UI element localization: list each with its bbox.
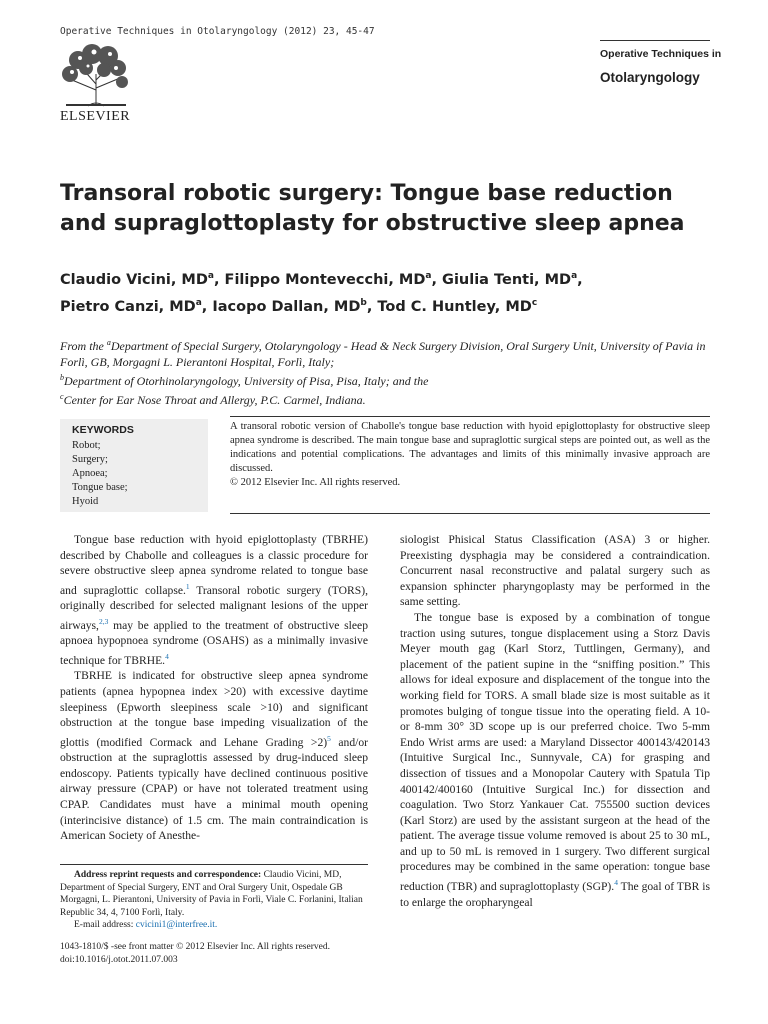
author: Filippo Montevecchi, $MD^a$, xyxy=(224,271,443,288)
affiliation-b: Department of Otorhinolaryngology, University of Pisa, Pisa, Italy; and the xyxy=(64,374,429,388)
publisher-name: ELSEVIER xyxy=(60,109,131,124)
doi-line: doi:10.1016/j.otot.2011.07.003 xyxy=(60,955,178,965)
body-paragraph: The tongue base is exposed by a combination of tongue traction using sutures, tongue displacement using a Storz Davis Meyer mouth gag (Karl Storz, Tuttlingen, Germany), and placement of the patient supine in the “sniffing position.” This allows for ideal exposure and displacement of the tongue into the working field for TORS. A small blade size is most suitable as it promotes bulging of tongue tissue into the operating field. A 10- or 8-mm 30° 3D scope up is our preferred choice. Two 5-mm Endo Wrist arms are used: a Maryland Dissector 400143/420143 (Intuitive Surgical Inc., Sunnyvale, CA) for grasping and dissection of tissues and a Monopolar Cautery with Spatula Tip 400142/400160 (Intuitive Surgical Inc.) for dissection and coagulation. Two Storz Yankauer Cat. 755500 suction devices (Karl Storz) are used by the assistant surgeon at the head of the patient. The average tissue volume removed is about 25 to 30 mL, and up to 50 mL is removed in 1 surgery. Two different surgical procedures may be combined in the same operation: tongue base reduction (TBR) and supraglottoplasty (SGP).$^4$ The goal of TBR is to enlarge the oropharyngeal xyxy=(400,610,710,909)
keyword: Apnoea; xyxy=(72,468,108,479)
author: Giulia Tenti, $MD^a$, xyxy=(442,271,583,288)
affiliation-a: Department of Special Surgery, Otolaryngology - Head & Neck Surgery Division, Oral Surgery Unit, University of Pavia in Forlì, GB, Morgagni L. Pierantoni Hospital, Forlì, Italy; xyxy=(60,339,706,369)
citation-link[interactable]: 2,3 xyxy=(98,616,109,626)
article-title: Transoral robotic surgery: Tongue base reduction and supraglottoplasty for obstructive sleep apnea xyxy=(60,181,685,236)
abstract-rule-top xyxy=(230,416,710,417)
body-paragraph: TBRHE is indicated for obstructive sleep apnea syndrome patients (apnea hypopnea index >20) with excessive daytime sleepiness (Epworth sleepiness scale >10) and significant obstruction at the tongue base impeding visualization of the glottis (modified Cormack and Lehane Grading >2)$^5$ and/or obstruction at the supraglottis assessed by drug-induced sleep endoscopy. Patients typically have declined continuous positive airway pressure (CPAP) or have not tolerated treatment using CPAP. Candidates must have a minimal mouth opening (interincisive distance) of 1.5 cm. The main contraindication is American Society of Anesthe- xyxy=(60,669,368,843)
affiliation-c: Center for Ear Nose Throat and Allergy, P.C. Carmel, Indiana. xyxy=(63,393,366,407)
citation-link[interactable]: 4 xyxy=(165,651,169,661)
footnote-rule xyxy=(60,864,368,865)
keywords-heading: KEYWORDS xyxy=(72,424,134,436)
journal-citation: Operative Techniques in Otolaryngology (2012) 23, 45-47 xyxy=(60,26,375,37)
keyword: Hyoid xyxy=(72,496,99,507)
abstract-rule-bottom xyxy=(230,513,710,514)
author: Claudio Vicini, $MD^a$, xyxy=(60,271,225,288)
body-column-left xyxy=(60,532,368,844)
author: Iacopo Dallan, $MD^b$, xyxy=(212,297,378,315)
keyword: Robot; xyxy=(72,440,101,451)
email-link[interactable]: cvicini1@interfree.it. xyxy=(135,920,218,931)
correspondence-footnote: Address reprint requests and correspondence: Claudio Vicini, MD, Department of Special Surgery, ENT and Oral Surgery Unit, Ospedale GB Morgagni, L. Pierantoni, University of Pavia in Forlì, Viale C. Forlanini, Italian Republic 34, 4, 7100 Forlì, Italy. E-mail address: cvicini1@interfree.it. xyxy=(60,870,363,931)
citation-link[interactable]: 4 xyxy=(614,878,618,888)
abstract xyxy=(230,420,710,490)
abstract-copyright: © 2012 Elsevier Inc. All rights reserved. xyxy=(230,477,401,488)
issn-doi xyxy=(60,941,380,967)
citation-link[interactable]: 1 xyxy=(185,581,190,591)
citation-link[interactable]: 5 xyxy=(327,733,331,743)
keywords-list xyxy=(72,439,128,509)
body-column-right xyxy=(400,532,710,910)
body-paragraph-continued: siologist Phisical Status Classification (ASA) 3 or higher. Preexisting dysphagia may be considered a contraindication. Concurrent nasal reconstructive and palatal surgery such as expansion sphincter pharyngoplasty may be performed in the same setting. xyxy=(400,533,710,609)
journal-brand-name: Otolaryngology xyxy=(600,70,700,85)
keyword: Surgery; xyxy=(72,454,108,465)
author: Pietro Canzi, $MD^a$, xyxy=(60,297,213,315)
abstract-text: A transoral robotic version of Chabolle's tongue base reduction with hyoid epiglottoplasty for obstructive sleep apnea syndrome is described. The main tongue base and supraglottic surgical steps are pointed out, as well as the indications and potential complications. The advantages and limits of this minimally invasive approach are discussed. xyxy=(230,421,710,474)
keyword: Tongue base; xyxy=(72,482,128,493)
author-list xyxy=(60,265,710,319)
body-paragraph: Tongue base reduction with hyoid epiglottoplasty (TBRHE) described by Chabolle and colleagues is a classic procedure for severe obstructive sleep apnea syndrome related to tongue base and supraglottic collapse.$^1$ Transoral robotic surgery (TORS), originally described for selected malignant lesions of the upper airways,$^{2,3}$ may be applied to the treatment of obstructive sleep apnoea hypopnoea syndrome (OSAHS) as a minimally invasive technique for TBRHE.$^4$ xyxy=(60,533,368,667)
brand-rule xyxy=(600,40,710,41)
affiliations: From the $^a$Department of Special Surgery, Otolaryngology - Head & Neck Surgery Division, Oral Surgery Unit, University of Pavia in Forlì, GB, Morgagni L. Pierantoni Hospital, Forlì, Italy; $^b$Department of Otorhinolaryngology, University of Pisa, Pisa, Italy; and the $^c$Center for Ear Nose Throat and Allergy, P.C. Carmel, Indiana. xyxy=(60,338,706,407)
issn-line: 1043-1810/$ -see front matter © 2012 Elsevier Inc. All rights reserved. xyxy=(60,942,330,952)
journal-brand-small: Operative Techniques in xyxy=(600,48,722,60)
author: Tod C. Huntley, $MD^c$ xyxy=(377,297,538,315)
